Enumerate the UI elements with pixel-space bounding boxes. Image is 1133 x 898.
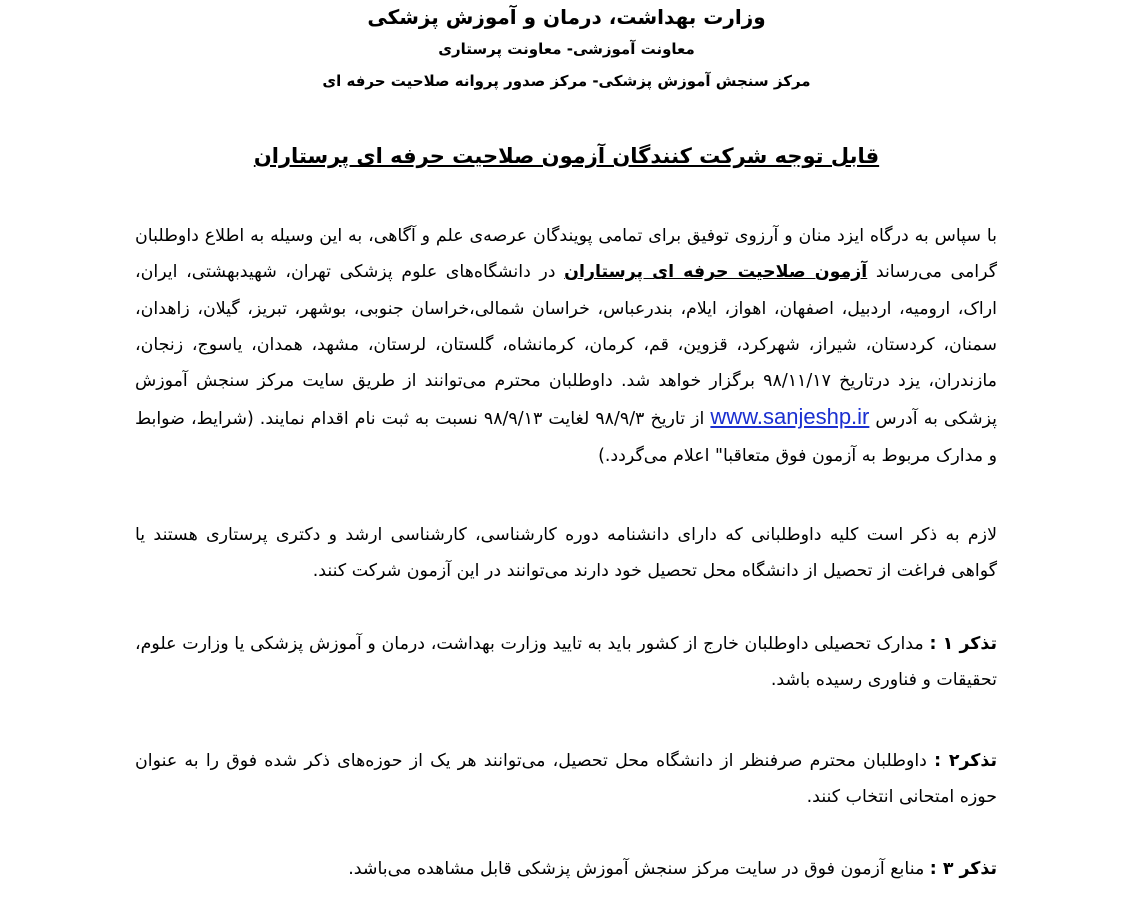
note-1 — [135, 626, 997, 699]
main-paragraph — [135, 218, 997, 474]
until-label: لغایت — [542, 409, 596, 430]
exam-name: آزمون صلاحیت حرفه ای پرستاران — [564, 262, 868, 283]
note-2-text: داوطلبان محترم صرفنظر از دانشگاه محل تحصیل، می‌توانند هر یک از حوزه‌های ذکر شده فوق را به عنوان حوزه امتحانی انتخاب کنند. — [135, 751, 997, 808]
note-2 — [135, 743, 997, 816]
deputy-heading: معاونت آموزشی- معاونت پرستاری — [438, 40, 695, 58]
from-label: از تاریخ — [644, 409, 711, 430]
announcement-title-text: قابل توجه شرکت کنندگان آزمون صلاحیت حرفه ای پرستاران — [253, 144, 880, 168]
date-from: ۹۸/۹/۳ — [595, 409, 645, 430]
date-to: ۹۸/۹/۱۳ — [483, 409, 543, 430]
note-3 — [135, 851, 997, 887]
exam-date: ۹۸/۱۱/۱۷ — [763, 371, 831, 392]
note-3-text: منابع آزمون فوق در سایت مرکز سنجش آموزش پزشکی قابل مشاهده می‌باشد. — [348, 859, 930, 879]
note-2-label: تذکر۲ : — [934, 751, 997, 771]
cities-text: در دانشگاه‌های علوم پزشکی تهران، شهیدبهشتی، ایران، اراک، ارومیه، اردبیل، اصفهان، اهواز، ایلام، بندرعباس، خراسان شمالی،خراسان جنوبی، بوشهر، تبریز، گیلان، زاهدان، سمنان، کردستان، شیراز، شهرکرد، قزوین، قم، کرمان، کرمانشاه، گلستان، لرستان، مشهد، همدان، یاسوج، زنجان، مازندران، یزد درتاریخ — [135, 262, 998, 392]
note-1-text: مدارک تحصیلی داوطلبان خارج از کشور باید به تایید وزارت بهداشت، درمان و آموزش پزشکی یا وزارت علوم، تحقیقات و فناوری رسیده باشد. — [135, 634, 997, 691]
registration-text: برگزار خواهد شد. داوطلبان محترم می‌توانند از طریق سایت مرکز سنجش آموزش پزشکی به آدرس — [135, 371, 998, 430]
eligibility-paragraph: لازم به ذکر است کلیه داوطلبانی که دارای دانشنامه دوره کارشناسی، کارشناسی ارشد و دکتری پرستاری هستند یا گواهی فراغت از تحصیل از دانشگاه محل تحصیل خود دارند می‌توانند در این آزمون شرکت کنند. — [135, 525, 997, 582]
registration-end-text: نسبت به ثبت نام اقدام نمایند. (شرایط، ضوابط و مدارک مربوط به آزمون فوق متعاقبا" اعلام می‌گردد.) — [135, 409, 997, 466]
note-3-label: تذکر ۳ : — [929, 859, 997, 879]
intro-text: با سپاس به درگاه ایزد منان و آرزوی توفیق برای تمامی پویندگان عرصه‌ی علم و آگاهی، به این وسیله به اطلاع داوطلبان گرامی می‌رساند — [135, 226, 997, 283]
center-heading: مرکز سنجش آموزش پزشکی- مرکز صدور پروانه صلاحیت حرفه ای — [322, 72, 811, 90]
announcement-title — [0, 140, 1133, 172]
ministry-heading: وزارت بهداشت، درمان و آموزش پزشکی — [367, 5, 766, 29]
website-link[interactable]: www.sanjeshp.ir — [710, 404, 870, 430]
note-1-label: تذکر ۱ : — [929, 634, 997, 654]
